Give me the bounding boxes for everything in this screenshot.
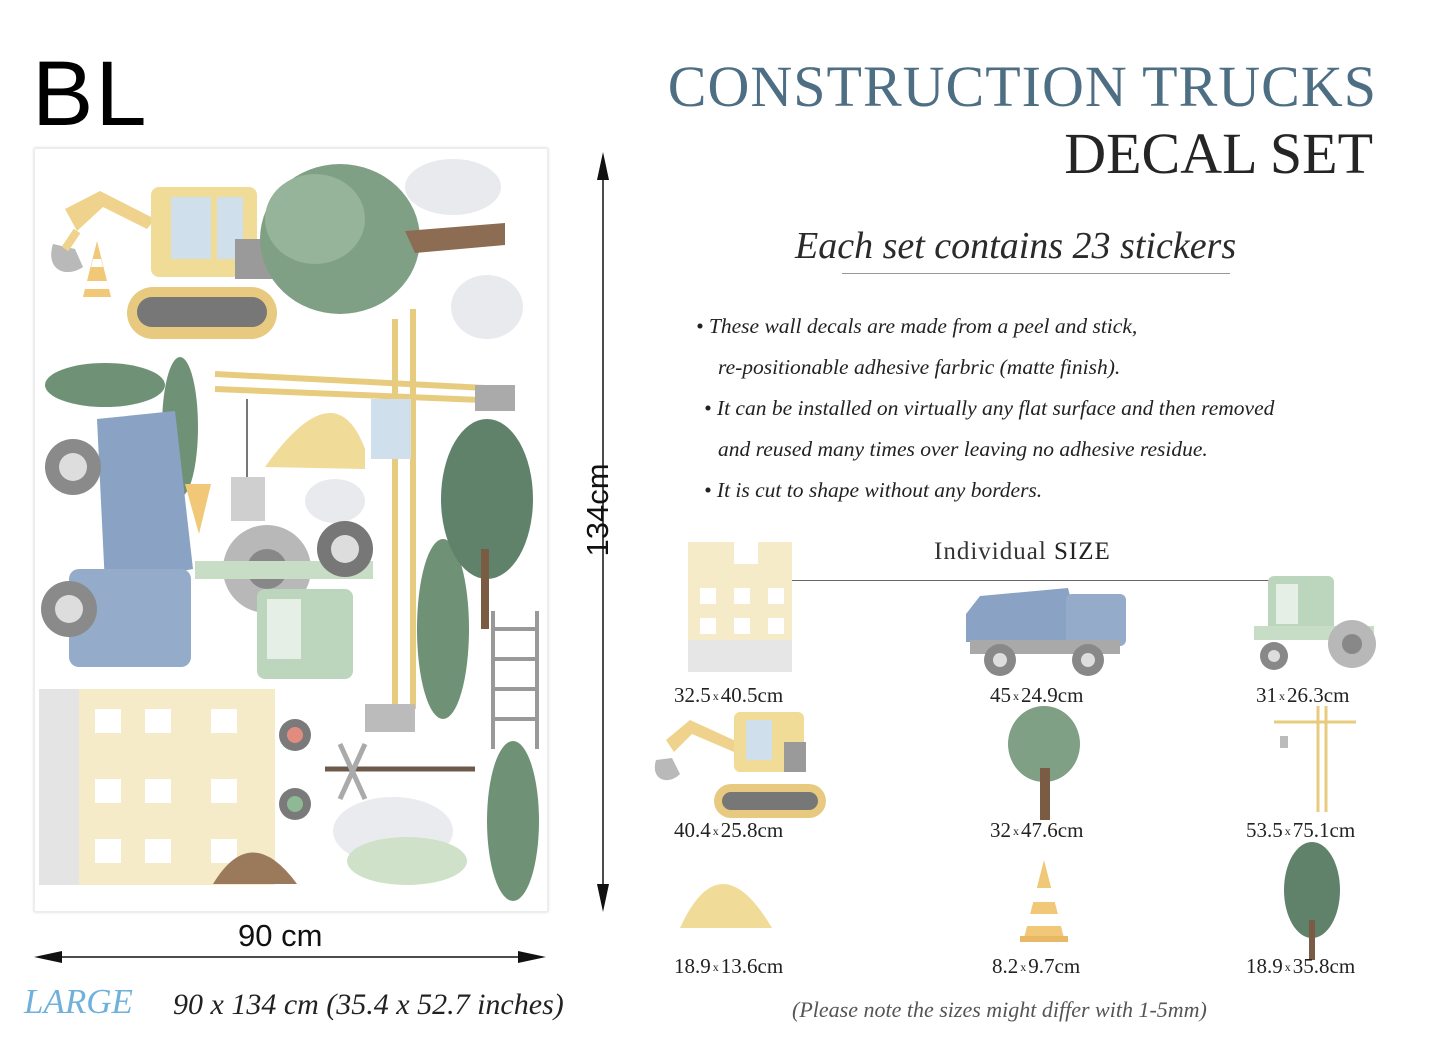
bullet-3-line-1: • It is cut to shape without any borders. <box>704 478 1043 502</box>
bullet-1-line-2: re-positionable adhesive farbric (matte finish). <box>718 355 1121 379</box>
height-label: 134cm <box>580 463 615 557</box>
item-size-traffic-cone: 8.2 x9.7cm <box>992 954 1081 978</box>
round-tree-icon <box>1008 706 1080 820</box>
road-roller-icon <box>1254 576 1376 670</box>
bullet-2-line-2: and reused many times over leaving no adhesive residue. <box>718 437 1208 461</box>
size-dimensions-text: 90 x 134 cm (35.4 x 52.7 inches) <box>173 988 564 1021</box>
traffic-cone-icon <box>1020 860 1068 942</box>
tall-tree-icon <box>1284 842 1340 960</box>
title-line-2: DECAL SET <box>1064 121 1373 186</box>
item-size-building: 32.5 x40.5cm <box>674 683 784 707</box>
item-size-road-roller: 31 x26.3cm <box>1256 683 1350 707</box>
item-size-sand-pile: 18.9 x13.6cm <box>674 954 784 978</box>
dump-truck-icon <box>966 588 1126 676</box>
item-size-excavator: 40.4 x25.8cm <box>674 818 784 842</box>
title-line-1: CONSTRUCTION TRUCKS <box>667 54 1377 119</box>
building-icon <box>688 542 792 672</box>
individual-size-heading: Individual SIZE <box>934 538 1111 565</box>
item-size-tall-tree: 18.9 x35.8cm <box>1246 954 1356 978</box>
bullet-2-line-1: • It can be installed on virtually any flat surface and then removed <box>704 396 1275 420</box>
item-size-crane: 53.5 x75.1cm <box>1246 818 1356 842</box>
bullet-1-line-1: • These wall decals are made from a peel and stick, <box>696 314 1138 338</box>
sand-pile-icon <box>680 884 772 928</box>
size-tolerance-note: (Please note the sizes might differ with 1-5mm) <box>792 997 1207 1022</box>
item-size-dump-truck: 45 x24.9cm <box>990 683 1084 707</box>
item-size-round-tree: 32 x47.6cm <box>990 818 1084 842</box>
width-label: 90 cm <box>238 918 323 953</box>
size-name: LARGE <box>24 982 133 1021</box>
excavator-icon <box>655 712 826 818</box>
crane-icon <box>1274 706 1356 812</box>
product-code: BL <box>32 43 149 145</box>
sticker-count-subtitle: Each set contains 23 stickers <box>795 225 1237 267</box>
